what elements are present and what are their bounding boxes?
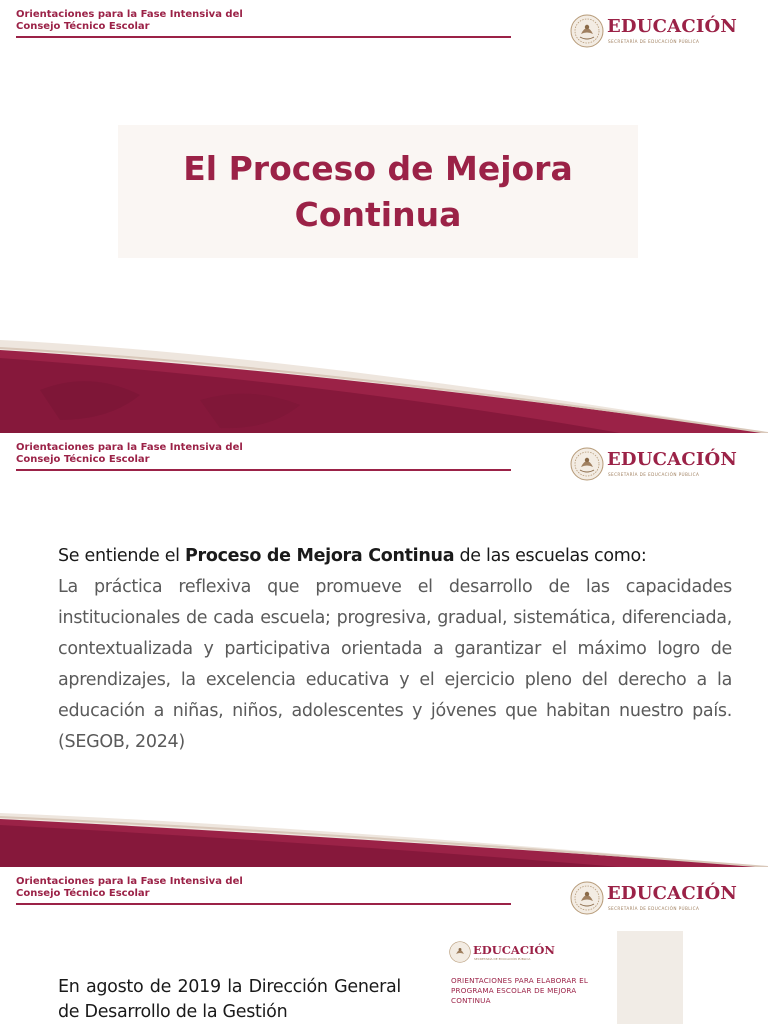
intro-bold-term: Proceso de Mejora Continua [185, 546, 455, 566]
coat-of-arms-icon [449, 941, 471, 963]
educacion-logo [570, 881, 737, 917]
header-line-1: Orientaciones para la Fase Intensiva del [16, 876, 243, 887]
header-line-2: Consejo Técnico Escolar [16, 888, 150, 899]
slide-2 [0, 433, 768, 867]
definition-paragraph: La práctica reflexiva que promueve el desarrollo de las capacidades institucionales de cada escuela; progresiva, gradual, sistemática, diferenciada, contextualizada y participativa orientada a garantizar el máximo logro de aprendizajes, la excelencia educativa y el ejercicio pleno del derecho a la educación a niñas, niños, adolescentes y jóvenes que habitan nuestro país. (SEGOB, 2024) [58, 577, 732, 752]
header-line-2: Consejo Técnico Escolar [16, 21, 150, 32]
coat-of-arms-icon [570, 881, 604, 915]
logo-wordmark: EDUCACIÓN [607, 16, 737, 37]
cover-spine [617, 931, 683, 1024]
slide-3 [0, 867, 768, 1024]
history-paragraph: En agosto de 2019 la Dirección General de Desarrollo de la Gestión [58, 977, 401, 1022]
educacion-logo [570, 14, 737, 50]
decorative-band [0, 813, 768, 867]
title-line-1: El Proceso de Mejora [183, 148, 573, 188]
title-line-2: Continua [294, 194, 462, 234]
coat-of-arms-icon [570, 447, 604, 481]
slide-header [16, 442, 511, 471]
cover-title: ORIENTACIONES PARA ELABORAR EL PROGRAMA ESCOLAR DE MEJORA CONTINUA [451, 976, 589, 1005]
logo-subtitle: SECRETARÍA DE EDUCACIÓN PÚBLICA [608, 39, 700, 44]
definition-block [58, 541, 732, 758]
slide-1 [0, 0, 768, 433]
intro-text-start: Se entiende el [58, 546, 186, 566]
intro-text-end: de las escuelas como: [454, 546, 647, 566]
document-cover-image [441, 931, 683, 1024]
cover-logo [449, 941, 569, 965]
cover-logo-subtitle: SECRETARÍA DE EDUCACIÓN PÚBLICA [474, 957, 531, 961]
header-line-2: Consejo Técnico Escolar [16, 454, 150, 465]
logo-wordmark: EDUCACIÓN [607, 449, 737, 470]
header-line-1: Orientaciones para la Fase Intensiva del [16, 9, 243, 20]
logo-subtitle: SECRETARÍA DE EDUCACIÓN PÚBLICA [608, 472, 700, 477]
slide-title [183, 146, 572, 238]
header-line-1: Orientaciones para la Fase Intensiva del [16, 442, 243, 453]
decorative-band [0, 300, 768, 433]
slide-header [16, 876, 511, 905]
logo-subtitle: SECRETARÍA DE EDUCACIÓN PÚBLICA [608, 906, 700, 911]
title-box [118, 125, 638, 258]
intro-paragraph [58, 541, 732, 572]
educacion-logo [570, 447, 737, 483]
logo-wordmark: EDUCACIÓN [607, 883, 737, 904]
slide-header [16, 9, 511, 38]
cover-logo-wordmark: EDUCACIÓN [473, 943, 555, 957]
coat-of-arms-icon [570, 14, 604, 48]
